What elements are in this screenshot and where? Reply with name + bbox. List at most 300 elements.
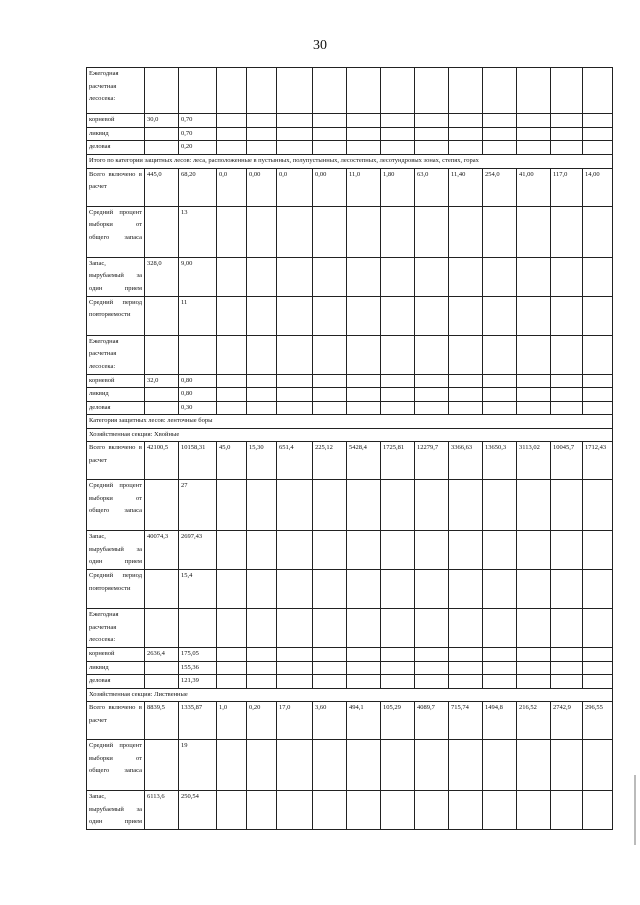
table-cell xyxy=(551,114,583,128)
table-cell xyxy=(247,609,277,648)
table-cell xyxy=(313,374,347,388)
table-cell xyxy=(313,296,347,335)
table-cell xyxy=(247,661,277,675)
table-cell xyxy=(551,609,583,648)
table-cell xyxy=(381,661,415,675)
table-cell: 0,80 xyxy=(179,388,217,402)
table-cell xyxy=(347,531,381,570)
table-cell xyxy=(551,401,583,415)
table-cell xyxy=(551,335,583,374)
table-row xyxy=(87,702,613,740)
table-cell xyxy=(415,609,449,648)
table-cell xyxy=(313,648,347,662)
table-cell xyxy=(449,740,483,791)
table-cell xyxy=(517,480,551,531)
table-cell: 328,0 xyxy=(145,257,179,296)
table-row xyxy=(87,791,613,830)
section-heading: Хозяйственная секция: Хвойные xyxy=(87,428,613,442)
table-cell xyxy=(247,141,277,155)
table-cell xyxy=(277,114,313,128)
table-cell xyxy=(381,296,415,335)
row-label: корневой xyxy=(87,114,145,128)
table-cell xyxy=(483,127,517,141)
table-row xyxy=(87,531,613,570)
table-cell xyxy=(551,740,583,791)
table-cell xyxy=(277,531,313,570)
table-cell xyxy=(247,68,277,114)
table-row xyxy=(87,570,613,609)
table-cell: 30,0 xyxy=(145,114,179,128)
table-cell xyxy=(449,401,483,415)
table-cell: 14,00 xyxy=(583,168,613,206)
table-cell xyxy=(583,740,613,791)
table-cell xyxy=(247,374,277,388)
table-cell xyxy=(415,68,449,114)
table-cell xyxy=(483,791,517,830)
table-cell: 0,80 xyxy=(179,374,217,388)
table-cell xyxy=(313,206,347,257)
table-cell: 68,20 xyxy=(179,168,217,206)
table-cell xyxy=(217,791,247,830)
table-cell xyxy=(517,675,551,689)
table-cell xyxy=(217,609,247,648)
table-cell xyxy=(449,68,483,114)
table-cell xyxy=(179,335,217,374)
table-cell xyxy=(551,68,583,114)
table-cell xyxy=(277,480,313,531)
table-cell xyxy=(381,570,415,609)
table-cell: 0,0 xyxy=(277,168,313,206)
table-cell: 11 xyxy=(179,296,217,335)
table-cell: 0,0 xyxy=(217,168,247,206)
table-cell xyxy=(517,127,551,141)
page-number: 30 xyxy=(313,38,327,53)
table-cell xyxy=(415,388,449,402)
table-cell xyxy=(277,740,313,791)
table-cell xyxy=(449,206,483,257)
table-row xyxy=(87,740,613,791)
table-cell xyxy=(277,206,313,257)
section-heading: Категория защитных лесов: ленточные боры xyxy=(87,415,613,429)
row-label: Ежегодная расчетная лесосека: xyxy=(87,609,145,648)
table-cell xyxy=(217,114,247,128)
table-cell xyxy=(551,675,583,689)
table-cell: 0,20 xyxy=(247,702,277,740)
table-cell xyxy=(583,675,613,689)
table-cell xyxy=(483,740,517,791)
table-cell xyxy=(145,661,179,675)
table-cell xyxy=(583,648,613,662)
table-cell: 42100,5 xyxy=(145,442,179,480)
table-cell xyxy=(217,335,247,374)
table-cell xyxy=(277,791,313,830)
table-cell: 175,05 xyxy=(179,648,217,662)
table-cell: 40074,3 xyxy=(145,531,179,570)
table-cell xyxy=(551,257,583,296)
table-cell xyxy=(583,791,613,830)
table-cell xyxy=(415,791,449,830)
table-body xyxy=(87,68,613,830)
table-row xyxy=(87,206,613,257)
table-cell xyxy=(517,531,551,570)
table-cell xyxy=(381,206,415,257)
table-cell xyxy=(217,675,247,689)
table-cell xyxy=(277,68,313,114)
table-row xyxy=(87,388,613,402)
table-cell xyxy=(145,609,179,648)
table-cell xyxy=(247,296,277,335)
table-cell xyxy=(145,206,179,257)
table-cell xyxy=(381,374,415,388)
table-cell xyxy=(583,257,613,296)
table-cell xyxy=(381,401,415,415)
table-cell xyxy=(381,388,415,402)
table-row xyxy=(87,296,613,335)
scan-edge-mark xyxy=(634,775,636,845)
table-cell: 155,36 xyxy=(179,661,217,675)
table-cell xyxy=(277,257,313,296)
table-cell xyxy=(145,335,179,374)
table-cell xyxy=(381,740,415,791)
table-cell xyxy=(347,791,381,830)
table-cell xyxy=(217,401,247,415)
table-cell: 225,12 xyxy=(313,442,347,480)
table-cell xyxy=(247,648,277,662)
row-label: Ежегодная расчетная лесосека: xyxy=(87,335,145,374)
table-row xyxy=(87,648,613,662)
table-cell xyxy=(217,531,247,570)
table-cell xyxy=(517,570,551,609)
table-cell xyxy=(247,740,277,791)
table-cell xyxy=(277,609,313,648)
row-label: ликвид xyxy=(87,661,145,675)
table-cell xyxy=(381,68,415,114)
table-cell xyxy=(449,648,483,662)
section-heading: Хозяйственная секция: Лиственные xyxy=(87,688,613,702)
table-cell xyxy=(517,740,551,791)
table-cell xyxy=(347,296,381,335)
table-cell xyxy=(517,401,551,415)
table-cell xyxy=(313,675,347,689)
table-cell xyxy=(483,401,517,415)
table-cell xyxy=(277,335,313,374)
table-cell xyxy=(517,388,551,402)
table-cell xyxy=(517,114,551,128)
table-cell xyxy=(517,257,551,296)
table-cell xyxy=(483,141,517,155)
row-label: Запас, вырубаемый за один прием xyxy=(87,257,145,296)
table-cell xyxy=(247,480,277,531)
table-cell xyxy=(449,661,483,675)
table-cell xyxy=(517,648,551,662)
table-cell xyxy=(517,296,551,335)
table-cell xyxy=(583,68,613,114)
row-label: корневой xyxy=(87,374,145,388)
table-cell: 15,4 xyxy=(179,570,217,609)
table-cell: 1494,8 xyxy=(483,702,517,740)
table-cell xyxy=(247,675,277,689)
table-cell xyxy=(313,609,347,648)
table-cell xyxy=(347,127,381,141)
table-cell xyxy=(415,740,449,791)
table-cell: 1,0 xyxy=(217,702,247,740)
table-row xyxy=(87,442,613,480)
table-cell xyxy=(381,609,415,648)
table-cell xyxy=(217,388,247,402)
table-cell: 45,0 xyxy=(217,442,247,480)
table-cell: 117,0 xyxy=(551,168,583,206)
table-cell xyxy=(247,388,277,402)
table-cell xyxy=(247,791,277,830)
table-cell xyxy=(517,609,551,648)
table-cell: 1335,87 xyxy=(179,702,217,740)
table-cell: 13650,3 xyxy=(483,442,517,480)
row-label: Средний процент выборки от общего запаса xyxy=(87,206,145,257)
table-cell xyxy=(217,648,247,662)
table-cell xyxy=(179,68,217,114)
table-cell xyxy=(551,661,583,675)
table-cell xyxy=(483,675,517,689)
table-cell xyxy=(313,791,347,830)
table-cell: 105,29 xyxy=(381,702,415,740)
table-cell xyxy=(551,531,583,570)
table-cell xyxy=(483,374,517,388)
table-cell xyxy=(217,257,247,296)
table-cell xyxy=(277,675,313,689)
table-cell xyxy=(145,68,179,114)
table-cell: 9,00 xyxy=(179,257,217,296)
table-cell xyxy=(313,141,347,155)
table-cell: 250,54 xyxy=(179,791,217,830)
table-cell xyxy=(313,388,347,402)
table-cell xyxy=(551,791,583,830)
table-cell xyxy=(145,570,179,609)
table-cell xyxy=(347,141,381,155)
table-cell: 1712,43 xyxy=(583,442,613,480)
table-cell xyxy=(517,141,551,155)
table-cell xyxy=(551,570,583,609)
table-cell: 32,0 xyxy=(145,374,179,388)
row-label: Запас, вырубаемый за один прием xyxy=(87,791,145,830)
table-cell: 8839,5 xyxy=(145,702,179,740)
table-row xyxy=(87,257,613,296)
table-cell: 254,0 xyxy=(483,168,517,206)
table-cell: 1,80 xyxy=(381,168,415,206)
row-label: корневой xyxy=(87,648,145,662)
table-cell xyxy=(277,374,313,388)
table-cell xyxy=(145,740,179,791)
table-cell: 651,4 xyxy=(277,442,313,480)
table-cell xyxy=(415,648,449,662)
table-cell xyxy=(483,609,517,648)
section-row xyxy=(87,154,613,168)
table-cell xyxy=(583,206,613,257)
table-cell xyxy=(583,609,613,648)
table-cell xyxy=(583,401,613,415)
table-cell: 1725,81 xyxy=(381,442,415,480)
table-cell xyxy=(483,531,517,570)
table-cell: 10045,7 xyxy=(551,442,583,480)
table-cell xyxy=(449,570,483,609)
table-cell xyxy=(583,141,613,155)
table-cell: 4089,7 xyxy=(415,702,449,740)
table-cell xyxy=(247,531,277,570)
table-cell xyxy=(145,296,179,335)
table-cell xyxy=(415,401,449,415)
table-cell xyxy=(277,388,313,402)
table-cell: 0,70 xyxy=(179,114,217,128)
table-cell xyxy=(313,335,347,374)
table-cell xyxy=(583,661,613,675)
table-cell xyxy=(551,127,583,141)
table-cell xyxy=(313,570,347,609)
row-label: Ежегодная расчетная лесосека: xyxy=(87,68,145,114)
table-cell xyxy=(277,401,313,415)
table-cell xyxy=(483,257,517,296)
table-cell xyxy=(347,648,381,662)
table-cell xyxy=(583,335,613,374)
table-cell xyxy=(313,661,347,675)
table-cell xyxy=(247,401,277,415)
table-cell xyxy=(217,661,247,675)
table-cell xyxy=(449,141,483,155)
table-cell: 6113,6 xyxy=(145,791,179,830)
table-row xyxy=(87,68,613,114)
table-cell xyxy=(247,206,277,257)
table-cell xyxy=(449,127,483,141)
table-cell xyxy=(583,127,613,141)
forest-calculation-table xyxy=(86,67,613,830)
table-cell: 0,30 xyxy=(179,401,217,415)
table-cell xyxy=(247,257,277,296)
table-cell xyxy=(551,374,583,388)
table-cell xyxy=(449,257,483,296)
table-cell xyxy=(583,388,613,402)
table-cell xyxy=(347,740,381,791)
table-cell: 11,0 xyxy=(347,168,381,206)
table-cell: 0,00 xyxy=(313,168,347,206)
table-cell xyxy=(247,335,277,374)
table-cell xyxy=(517,335,551,374)
table-row xyxy=(87,127,613,141)
table-cell xyxy=(381,531,415,570)
table-cell: 41,00 xyxy=(517,168,551,206)
row-label: Всего включено в расчет xyxy=(87,168,145,206)
table-cell xyxy=(415,141,449,155)
table-cell xyxy=(415,374,449,388)
table-cell xyxy=(347,609,381,648)
table-cell xyxy=(277,570,313,609)
table-row xyxy=(87,661,613,675)
table-row xyxy=(87,401,613,415)
table-cell xyxy=(217,127,247,141)
table-cell xyxy=(347,388,381,402)
table-cell: 296,55 xyxy=(583,702,613,740)
row-label: деловая xyxy=(87,141,145,155)
row-label: Запас, вырубаемый за один прием xyxy=(87,531,145,570)
table-cell: 494,1 xyxy=(347,702,381,740)
table-cell: 2742,9 xyxy=(551,702,583,740)
table-cell xyxy=(483,206,517,257)
row-label: ликвид xyxy=(87,388,145,402)
table-cell xyxy=(313,127,347,141)
table-cell: 216,52 xyxy=(517,702,551,740)
table-cell: 27 xyxy=(179,480,217,531)
table-cell xyxy=(347,401,381,415)
table-cell xyxy=(217,740,247,791)
table-cell xyxy=(247,127,277,141)
table-cell xyxy=(449,675,483,689)
table-cell xyxy=(313,740,347,791)
row-label: Средний период повторяемости xyxy=(87,296,145,335)
table-cell: 445,0 xyxy=(145,168,179,206)
table-cell: 2636,4 xyxy=(145,648,179,662)
table-cell: 11,40 xyxy=(449,168,483,206)
table-cell xyxy=(217,141,247,155)
table-cell: 0,00 xyxy=(247,168,277,206)
row-label: Средний период повторяемости xyxy=(87,570,145,609)
table-cell xyxy=(517,206,551,257)
table-row xyxy=(87,374,613,388)
table-cell xyxy=(449,335,483,374)
table-cell xyxy=(381,114,415,128)
table-cell xyxy=(381,257,415,296)
table-cell xyxy=(551,388,583,402)
table-cell xyxy=(313,401,347,415)
table-cell xyxy=(415,570,449,609)
table-cell xyxy=(217,296,247,335)
table-cell xyxy=(483,388,517,402)
table-cell xyxy=(551,206,583,257)
table-cell: 0,20 xyxy=(179,141,217,155)
table-cell xyxy=(551,296,583,335)
table-row xyxy=(87,141,613,155)
table-cell xyxy=(217,374,247,388)
table-cell xyxy=(277,141,313,155)
table-cell: 3113,02 xyxy=(517,442,551,480)
table-cell xyxy=(381,335,415,374)
table-cell xyxy=(347,374,381,388)
table-cell xyxy=(145,480,179,531)
table-cell xyxy=(517,68,551,114)
table-cell: 715,74 xyxy=(449,702,483,740)
row-label: Всего включено в расчет xyxy=(87,702,145,740)
table-cell xyxy=(483,648,517,662)
table-cell xyxy=(145,388,179,402)
table-cell xyxy=(415,675,449,689)
table-cell: 12279,7 xyxy=(415,442,449,480)
section-row xyxy=(87,688,613,702)
table-cell xyxy=(381,480,415,531)
table-cell xyxy=(449,480,483,531)
table-cell xyxy=(449,114,483,128)
table-cell xyxy=(277,296,313,335)
table-cell xyxy=(517,374,551,388)
table-cell: 0,70 xyxy=(179,127,217,141)
table-cell xyxy=(313,68,347,114)
table-cell xyxy=(217,570,247,609)
table-cell xyxy=(347,675,381,689)
table-cell xyxy=(551,480,583,531)
table-cell xyxy=(483,570,517,609)
row-label: ликвид xyxy=(87,127,145,141)
table-cell xyxy=(179,609,217,648)
table-row xyxy=(87,480,613,531)
table-cell xyxy=(415,114,449,128)
table-cell xyxy=(347,257,381,296)
table-cell xyxy=(247,114,277,128)
table-cell xyxy=(145,141,179,155)
